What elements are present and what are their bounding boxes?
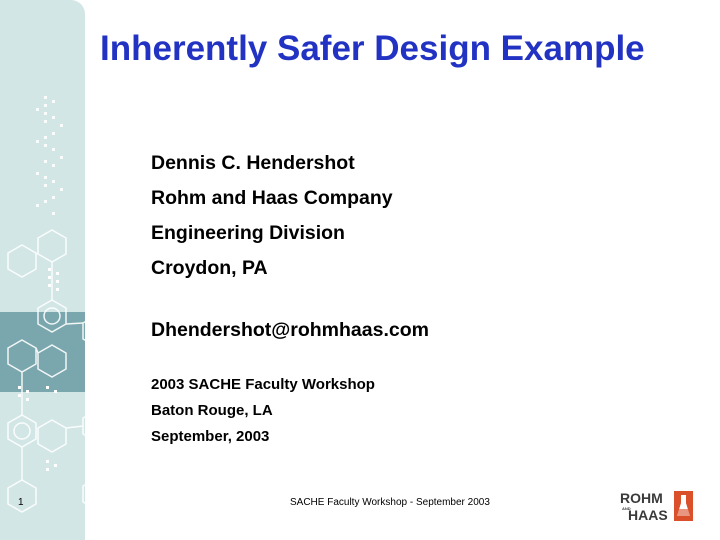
- event-name: 2003 SACHE Faculty Workshop: [151, 376, 375, 393]
- author-division: Engineering Division: [151, 222, 345, 244]
- footer-text: SACHE Faculty Workshop - September 2003: [290, 497, 490, 508]
- flask-icon: [674, 491, 693, 521]
- logo-word-top: ROHM: [620, 490, 663, 506]
- slide-number: 1: [18, 497, 24, 508]
- logo-word-bottom: HAAS: [628, 507, 668, 522]
- author-email: Dhendershot@rohmhaas.com: [151, 319, 429, 341]
- author-location: Croydon, PA: [151, 257, 268, 279]
- author-company: Rohm and Haas Company: [151, 187, 393, 209]
- logo-word-middle: AND: [622, 506, 631, 511]
- molecule-pattern-decoration: [0, 90, 115, 520]
- author-name: Dennis C. Hendershot: [151, 152, 355, 174]
- slide-title: Inherently Safer Design Example: [100, 29, 645, 68]
- event-date: September, 2003: [151, 428, 270, 445]
- event-location: Baton Rouge, LA: [151, 402, 273, 419]
- rohm-haas-logo: [620, 490, 694, 522]
